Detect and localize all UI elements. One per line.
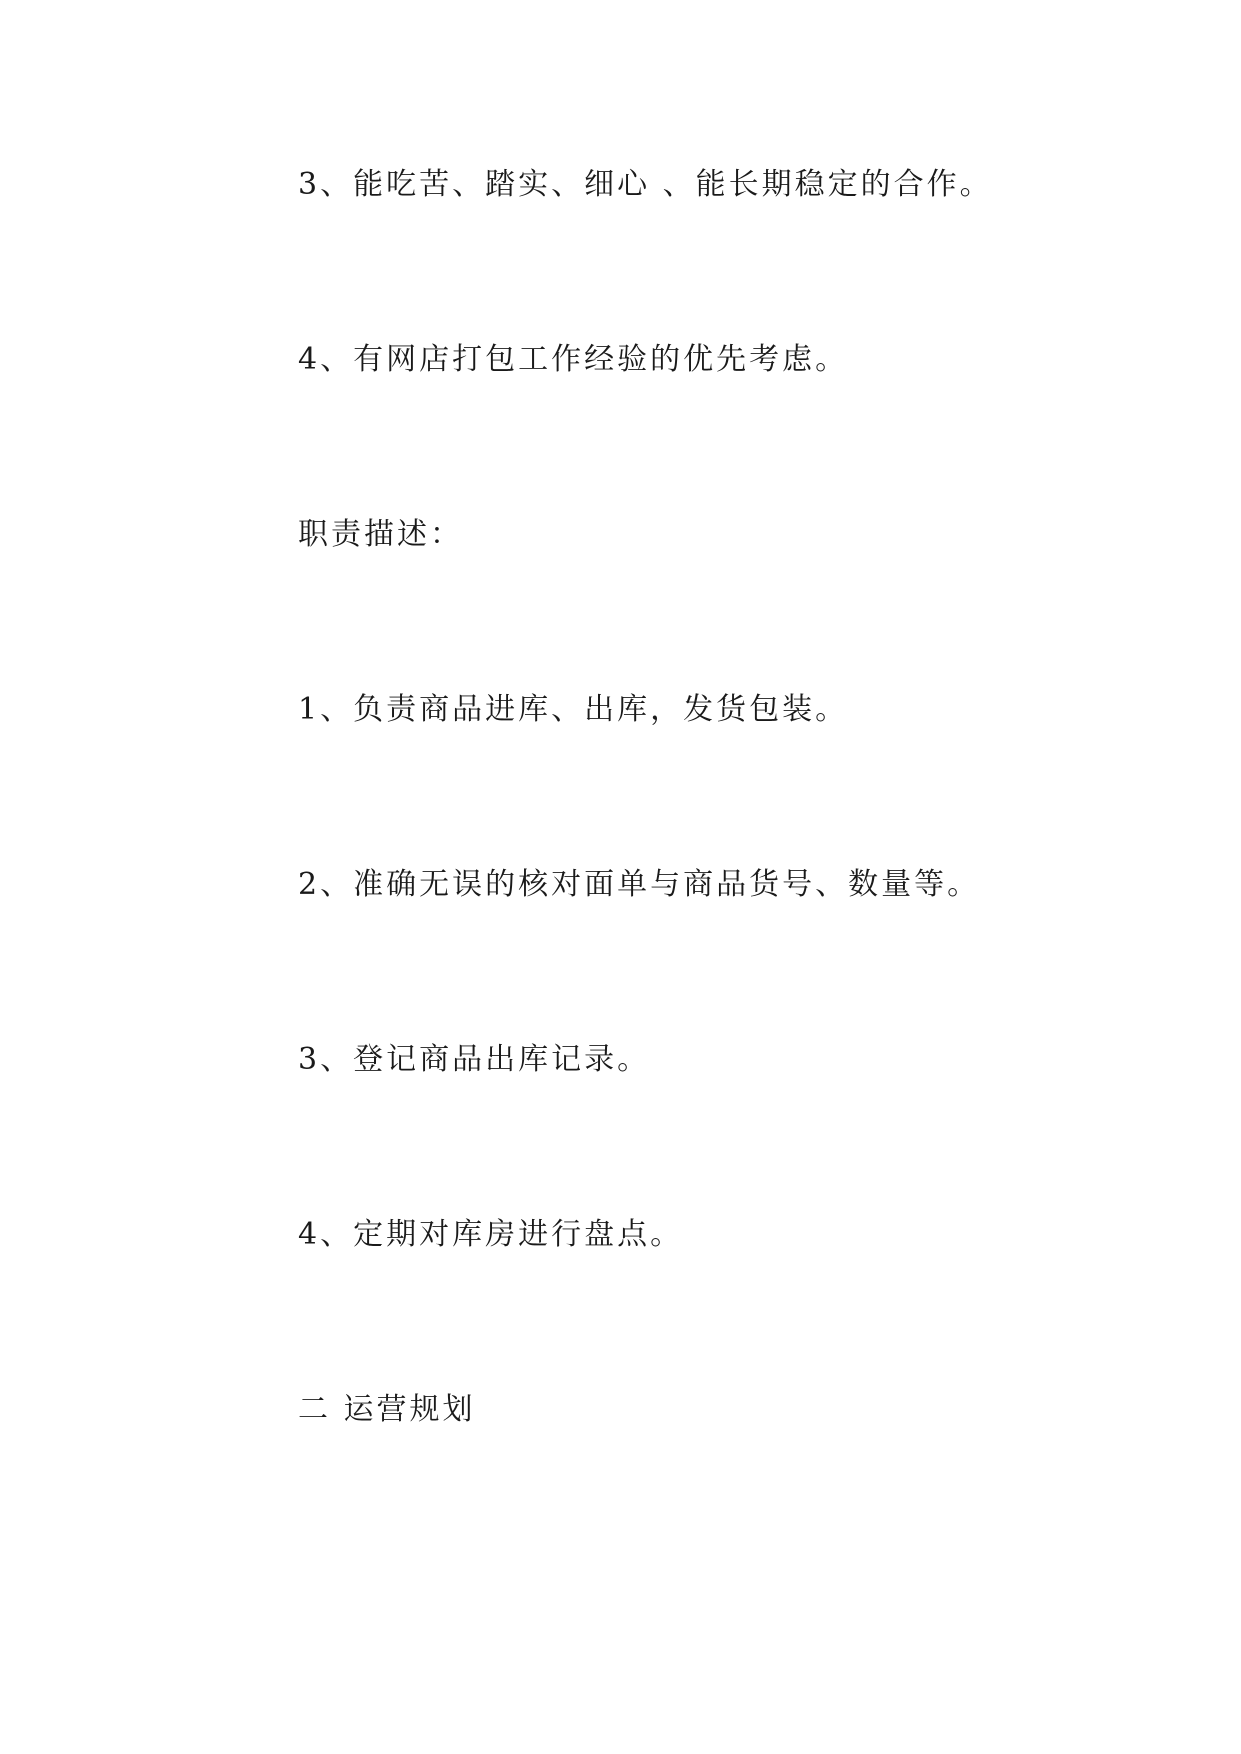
duty-item-1: 1、负责商品进库、出库，发货包装。: [298, 692, 849, 727]
section-heading-duties: 职责描述：: [298, 517, 463, 552]
requirement-item-4: 4、有网店打包工作经验的优先考虑。: [298, 342, 849, 377]
duty-item-2: 2、准确无误的核对面单与商品货号、数量等。: [298, 867, 981, 902]
duty-item-3: 3、登记商品出库记录。: [298, 1042, 651, 1077]
requirement-item-3: 3、能吃苦、踏实、细心 、能长期稳定的合作。: [298, 167, 993, 202]
duty-item-4: 4、定期对库房进行盘点。: [298, 1217, 684, 1252]
section-heading-operations-plan: 二 运营规划: [298, 1392, 476, 1427]
